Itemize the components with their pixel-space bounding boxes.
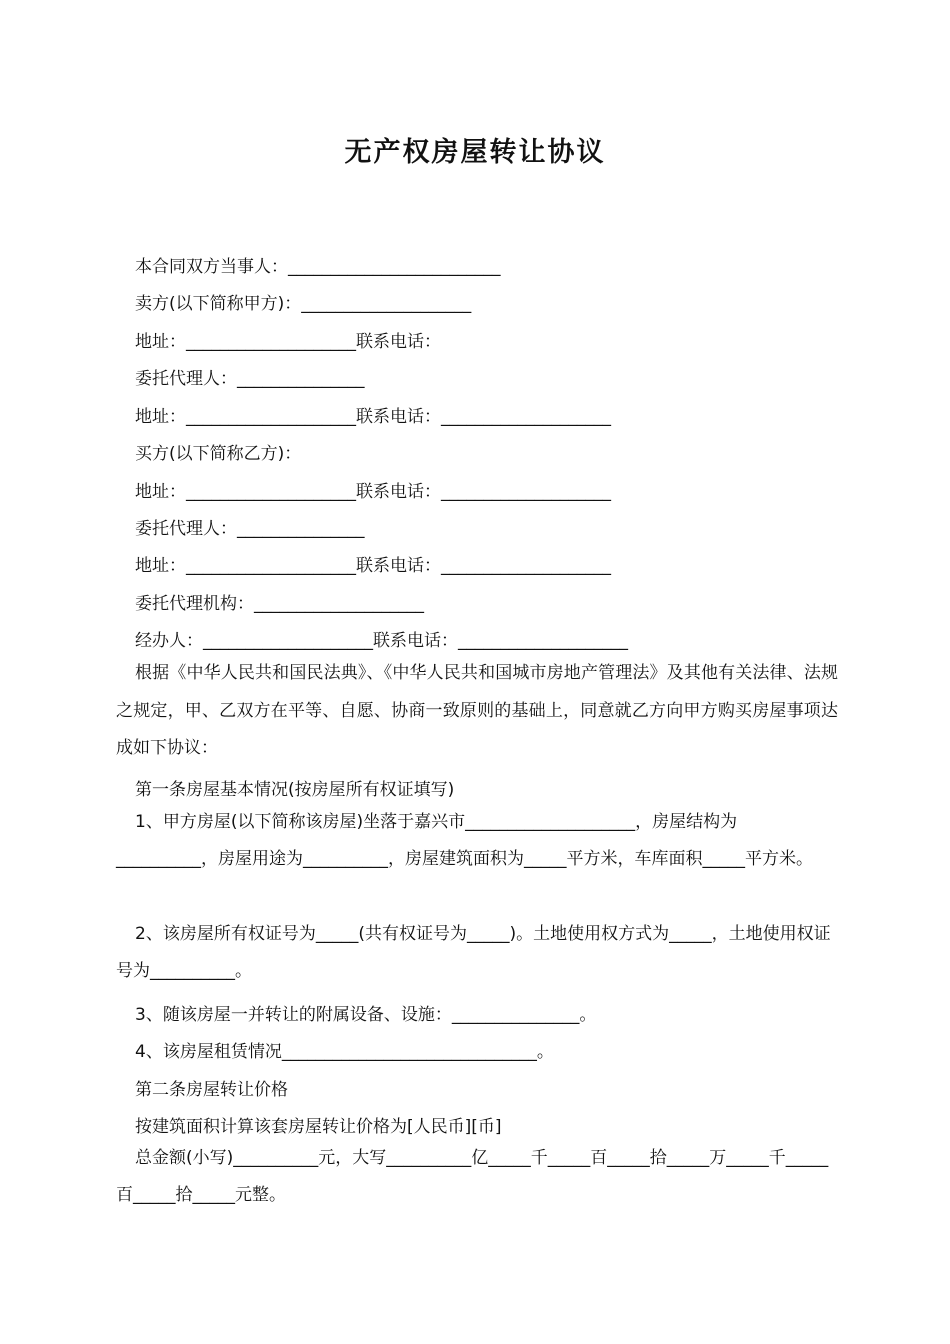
- article-1-heading: 第一条房屋基本情况(按房屋所有权证填写): [135, 780, 455, 800]
- seller-line: 卖方(以下简称甲方)：____________________: [135, 294, 472, 314]
- intro-paragraph: 根据《中华人民共和国民法典》、《中华人民共和国城市房地产管理法》及其他有关法律、法规之规定，甲、乙双方在平等、自愿、协商一致原则的基础上，同意就乙方向甲方购买房屋事项达成如下协议：: [116, 663, 838, 758]
- item-1-paragraph: 1、甲方房屋(以下简称该房屋)坐落于嘉兴市____________________，房屋结构为__________，房屋用途为__________，房屋建筑面积为_____平方米，车库面积_____平方米。: [116, 812, 813, 869]
- item-2-paragraph: 2、该房屋所有权证号为_____(共有权证号为_____)。土地使用权方式为_____，土地使用权证号为__________。: [116, 924, 831, 981]
- buyer-agent-line: 委托代理人：_______________: [135, 519, 365, 539]
- parties-line: 本合同双方当事人：_________________________: [135, 257, 501, 277]
- item-3-line: 3、随该房屋一并转让的附属设备、设施：_______________。: [135, 1005, 597, 1025]
- item-4-line: 4、该房屋租赁情况______________________________。: [135, 1042, 554, 1062]
- buyer-agent-address-line: 地址：____________________联系电话：____________________: [135, 556, 611, 576]
- seller-agent-line: 委托代理人：_______________: [135, 369, 365, 389]
- seller-agent-address-line: 地址：____________________联系电话：____________________: [135, 407, 611, 427]
- document-title: 无产权房屋转让协议: [344, 137, 606, 168]
- buyer-line: 买方(以下简称乙方)：: [135, 444, 302, 464]
- amount-paragraph: 总金额(小写)__________元，大写__________亿_____千_____百_____拾_____万_____千_____百_____拾_____元整。: [116, 1148, 829, 1205]
- seller-address-line: 地址：____________________联系电话：: [135, 332, 441, 352]
- agency-line: 委托代理机构：____________________: [135, 594, 424, 614]
- handler-line: 经办人：____________________联系电话：____________________: [135, 631, 628, 651]
- buyer-address-line: 地址：____________________联系电话：____________________: [135, 482, 611, 502]
- article-2-heading: 第二条房屋转让价格: [135, 1080, 288, 1100]
- price-line: 按建筑面积计算该套房屋转让价格为[人民币][币]: [135, 1117, 502, 1137]
